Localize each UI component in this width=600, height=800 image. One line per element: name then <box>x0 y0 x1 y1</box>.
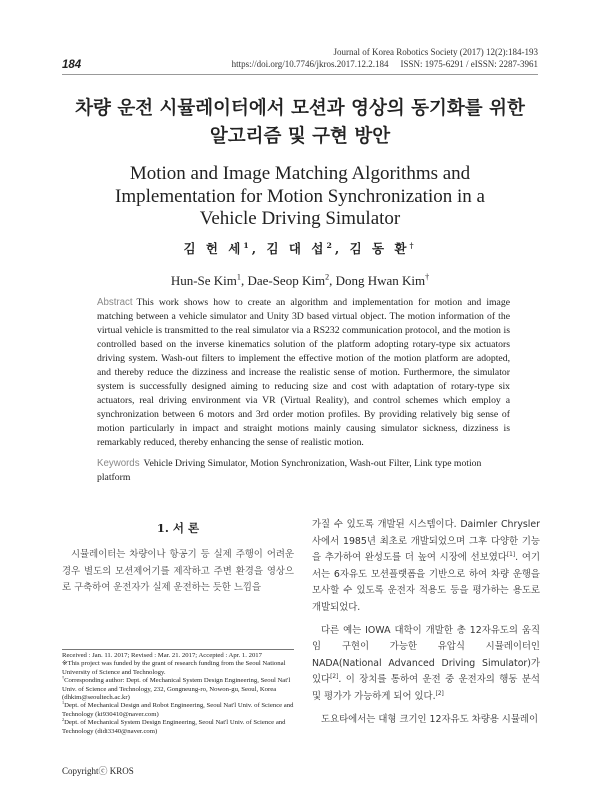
korean-authors <box>0 239 600 257</box>
korean-title-line: 알고리즘 및 구현 방안 <box>209 126 391 147</box>
body-paragraph <box>312 623 540 706</box>
page-number: 184 <box>62 59 82 71</box>
english-title-line: Implementation for Motion Synchronization in a <box>115 185 485 207</box>
footnote-text: Dept. of Mechanical System Design Engineering, Seoul Nat'l Univ. of Science and Technology (didi3340@naver.com) <box>62 719 286 735</box>
author-name: 김 동 환 <box>349 241 410 256</box>
paragraph-text: . 이 장치를 통하여 운전 중 운전자의 행동 분석 및 평가가 가능하게 되어 있다. <box>312 674 540 702</box>
footnote-mark: † <box>62 674 65 680</box>
header-rule <box>62 74 538 75</box>
right-column-text <box>312 517 540 734</box>
affiliation-note <box>62 719 294 736</box>
footnote-text: Dept. of Mechanical Design and Robot Engineering, Seoul Nat'l Univ. of Science and Technology (ki930410@naver.com) <box>62 702 294 718</box>
journal-citation: Journal of Korea Robotics Society (2017) 12(2):184-193 <box>333 47 538 57</box>
section-heading-introduction: 1. 서 론 <box>156 521 200 535</box>
author-name: 김 헌 세 <box>183 241 244 256</box>
english-title-line: Vehicle Driving Simulator <box>199 208 401 229</box>
author-affiliation-mark: 1 <box>236 272 241 282</box>
paragraph-text: 다른 예는 IOWA 대학이 개발한 총 12자유도의 움직임 구현이 가능한 유압식 시뮬레이터인 NADA(National Advanced Driving Simulator)가 있다 <box>312 624 540 686</box>
copyright-notice: Copyrightⓒ KROS <box>62 766 134 776</box>
affiliation-note <box>62 702 294 719</box>
citation-ref[interactable]: [2] <box>435 690 444 697</box>
footnote-mark: 2 <box>62 717 65 723</box>
doi-link[interactable]: https://doi.org/10.7746/jkros.2017.12.2.184 <box>231 59 389 69</box>
funding-note: ※This project was funded by the grant of research funding from the Seoul National University of Science and Technology. <box>62 660 286 676</box>
abstract <box>97 296 510 451</box>
korean-title <box>40 95 560 151</box>
author-separator: , <box>251 241 267 256</box>
keywords-label: Keywords <box>97 458 140 469</box>
english-authors <box>0 273 600 289</box>
footnote-mark: 1 <box>62 700 65 706</box>
abstract-text: This work shows how to create an algorithm and implementation for motion and image matching between a vehicle simulator and Unity 3D based virtual object. The motion information of the virtual vehicle is transmitted to the real simulator via a RS232 communication protocol, and the motion is controlled based on the inverse kinematics solution of the platform adopting rotary-type six actuators driving system. Wash-out filters to implement the effective motion of the motion platform are adopted, and thereby reduce the dizziness and increase the realistic sense of motion. Furthermore, the simulator system is successfully designed aiming to reducing size and cost with adaptation of rotary-type six actuators, real driving environment via VR (Virtual Reality), and control schemes which employ a synchronization between 6 motors and 3rd order motion profiles. By providing relatively big sense of motion particularly in impact and straight motions mainly causing simulator sickness, dizziness is remarkably reduced, thereby enhancing the sense of realistic motion. <box>97 297 510 449</box>
author-name: 김 대 섭 <box>266 241 327 256</box>
body-paragraph: 도요타에서는 대형 크기인 12자유도 차량용 시뮬레이 <box>321 713 539 725</box>
received-dates: Received : Jan. 11. 2017; Revised : Mar. 21. 2017; Accepted : Apr. 1. 2017 <box>62 652 262 659</box>
author-separator: , <box>240 273 248 288</box>
corresponding-author-note <box>62 674 294 702</box>
paragraph-text: 가질 수 있도록 개발된 시스템이다. Daimler Chrysler사에서 1985년 최초로 개발되었으며 그후 다양한 기능을 추가하여 완성도를 더 높여 시장에 선보였다 <box>312 519 540 564</box>
corresponding-author-mark: † <box>425 272 430 282</box>
author-name: Dae-Seop Kim <box>247 273 326 288</box>
keywords-text: Vehicle Driving Simulator, Motion Synchronization, Wash-out Filter, Link type motion platform <box>97 458 482 484</box>
author-name: Hun-Se Kim <box>170 273 237 288</box>
english-title-line: Motion and Image Matching Algorithms and <box>129 163 471 184</box>
abstract-label: Abstract <box>97 297 133 308</box>
author-name: Dong Hwan Kim <box>335 273 426 288</box>
author-affiliation-mark: 1 <box>243 240 252 250</box>
body-paragraph <box>312 517 540 617</box>
doi-line <box>220 59 538 69</box>
author-separator: , <box>329 273 336 288</box>
author-separator: , <box>334 241 350 256</box>
paragraph-text: . 여기서는 6자유도 모션플랫폼을 기반으로 하여 차량 운행을 모사할 수 있도록 운전자 적용도 등을 평가하는 용도로 개발되었다. <box>312 552 541 613</box>
english-title <box>40 163 560 231</box>
author-affiliation-mark: 2 <box>326 240 335 250</box>
citation-ref[interactable]: [2] <box>330 674 339 681</box>
footnotes <box>62 649 294 736</box>
author-affiliation-mark: 2 <box>325 272 330 282</box>
korean-title-line: 차량 운전 시뮬레이터에서 모션과 영상의 동기화를 위한 <box>75 98 525 119</box>
corresponding-author-mark: † <box>409 240 417 250</box>
footnote-text: Corresponding author: Dept. of Mechanical System Design Engineering, Seoul Nat'l Univ. of Science and Technology, 232, Gongneung-ro, Nowon-gu, Seoul, Korea (dhkim@seoultech.ac.kr) <box>62 677 291 702</box>
citation-ref[interactable]: [1] <box>506 552 516 559</box>
introduction-paragraph: 시뮬레이터는 차량이나 항공기 등 실제 주행이 어려운 경우 별도의 모션제어기를 제작하고 주변 환경을 영상으로 구축하여 운전자가 실제 운전하는 듯한 느낌을 <box>62 549 294 594</box>
keywords <box>97 457 510 485</box>
issn: ISSN: 1975-6291 / eISSN: 2287-3961 <box>400 59 538 69</box>
